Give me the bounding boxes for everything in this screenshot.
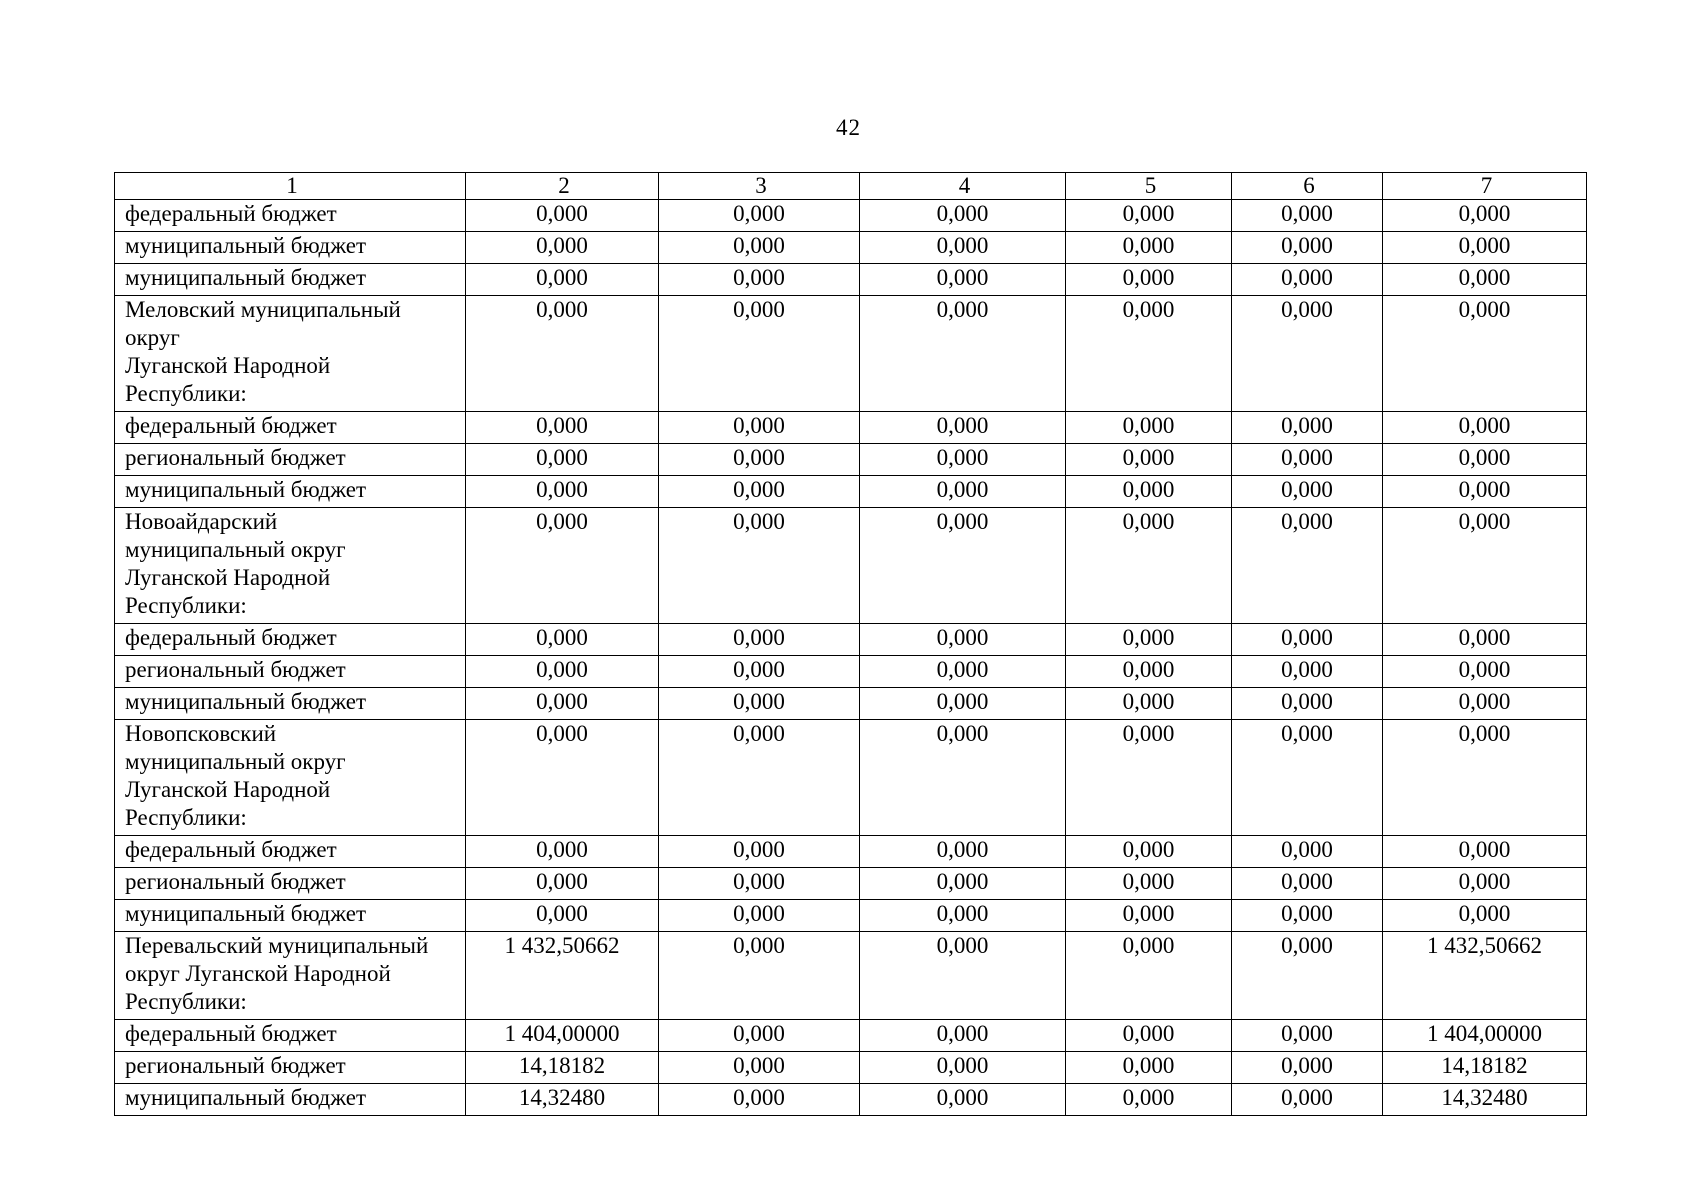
value-cell: 0,000: [860, 200, 1066, 232]
row-label: федеральный бюджет: [115, 836, 466, 868]
value-cell: 0,000: [1383, 656, 1587, 688]
value-cell: 0,000: [659, 232, 860, 264]
row-label: Новопсковский муниципальный округ Луганской Народной Республики:: [115, 720, 466, 836]
column-header: 1: [115, 173, 466, 200]
value-cell: 0,000: [659, 1084, 860, 1116]
value-cell: 0,000: [1232, 508, 1383, 624]
page-number: 42: [836, 115, 861, 140]
column-header: 6: [1232, 173, 1383, 200]
row-label: муниципальный бюджет: [115, 688, 466, 720]
table-row: [115, 1084, 1587, 1116]
table-row: [115, 868, 1587, 900]
value-cell: 0,000: [466, 656, 659, 688]
value-cell: 0,000: [466, 412, 659, 444]
row-label: муниципальный бюджет: [115, 476, 466, 508]
value-cell: 0,000: [860, 868, 1066, 900]
value-cell: 0,000: [1383, 444, 1587, 476]
value-cell: 0,000: [659, 836, 860, 868]
value-cell: 0,000: [1383, 296, 1587, 412]
value-cell: 0,000: [1066, 476, 1232, 508]
column-header: 5: [1066, 173, 1232, 200]
row-label: муниципальный бюджет: [115, 900, 466, 932]
value-cell: 0,000: [1066, 720, 1232, 836]
value-cell: 0,000: [860, 232, 1066, 264]
value-cell: 0,000: [466, 476, 659, 508]
value-cell: 0,000: [1066, 868, 1232, 900]
value-cell: 0,000: [659, 1052, 860, 1084]
value-cell: 0,000: [1383, 868, 1587, 900]
value-cell: 0,000: [1232, 932, 1383, 1020]
value-cell: 14,18182: [1383, 1052, 1587, 1084]
value-cell: 0,000: [860, 1052, 1066, 1084]
value-cell: 0,000: [1383, 720, 1587, 836]
value-cell: 14,32480: [466, 1084, 659, 1116]
value-cell: 0,000: [860, 836, 1066, 868]
value-cell: 0,000: [1066, 1020, 1232, 1052]
row-label: региональный бюджет: [115, 444, 466, 476]
value-cell: 14,18182: [466, 1052, 659, 1084]
value-cell: 0,000: [1066, 200, 1232, 232]
row-label: федеральный бюджет: [115, 1020, 466, 1052]
column-header: 2: [466, 173, 659, 200]
value-cell: 0,000: [1232, 624, 1383, 656]
value-cell: 1 404,00000: [466, 1020, 659, 1052]
value-cell: 0,000: [1066, 932, 1232, 1020]
value-cell: 0,000: [466, 296, 659, 412]
value-cell: 0,000: [1383, 836, 1587, 868]
value-cell: 0,000: [1232, 412, 1383, 444]
value-cell: 0,000: [659, 200, 860, 232]
value-cell: 0,000: [1066, 444, 1232, 476]
value-cell: 0,000: [1066, 508, 1232, 624]
row-label: региональный бюджет: [115, 868, 466, 900]
value-cell: 0,000: [1232, 1052, 1383, 1084]
value-cell: 0,000: [860, 900, 1066, 932]
value-cell: 0,000: [1383, 412, 1587, 444]
table-row: [115, 1052, 1587, 1084]
value-cell: 0,000: [1383, 900, 1587, 932]
value-cell: 0,000: [1383, 624, 1587, 656]
value-cell: 0,000: [1066, 1084, 1232, 1116]
value-cell: 0,000: [659, 296, 860, 412]
value-cell: 0,000: [1383, 508, 1587, 624]
value-cell: 0,000: [466, 900, 659, 932]
value-cell: 0,000: [1232, 1020, 1383, 1052]
row-label: муниципальный бюджет: [115, 264, 466, 296]
value-cell: 0,000: [860, 688, 1066, 720]
value-cell: 0,000: [659, 476, 860, 508]
value-cell: 0,000: [466, 836, 659, 868]
table-row: [115, 1020, 1587, 1052]
value-cell: 0,000: [860, 508, 1066, 624]
value-cell: 0,000: [1232, 264, 1383, 296]
value-cell: 0,000: [860, 476, 1066, 508]
value-cell: 0,000: [1232, 1084, 1383, 1116]
value-cell: 0,000: [466, 624, 659, 656]
value-cell: 0,000: [1383, 476, 1587, 508]
value-cell: 0,000: [1383, 232, 1587, 264]
column-header: 3: [659, 173, 860, 200]
value-cell: 0,000: [1232, 200, 1383, 232]
table-header-row: [115, 173, 1587, 200]
table-row: [115, 836, 1587, 868]
value-cell: 0,000: [659, 868, 860, 900]
value-cell: 0,000: [1232, 444, 1383, 476]
table-row: [115, 296, 1587, 412]
value-cell: 0,000: [1383, 688, 1587, 720]
column-header: 4: [860, 173, 1066, 200]
value-cell: 0,000: [1066, 232, 1232, 264]
value-cell: 0,000: [860, 412, 1066, 444]
value-cell: 0,000: [1232, 296, 1383, 412]
row-label: Перевальский муниципальный округ Луганской Народной Республики:: [115, 932, 466, 1020]
row-label: региональный бюджет: [115, 656, 466, 688]
table-row: [115, 232, 1587, 264]
value-cell: 0,000: [860, 720, 1066, 836]
value-cell: 0,000: [659, 1020, 860, 1052]
value-cell: 0,000: [1232, 868, 1383, 900]
table-row: [115, 264, 1587, 296]
value-cell: 0,000: [659, 932, 860, 1020]
value-cell: 0,000: [1066, 656, 1232, 688]
table-row: [115, 624, 1587, 656]
value-cell: 0,000: [466, 444, 659, 476]
table-row: [115, 444, 1587, 476]
row-label: федеральный бюджет: [115, 624, 466, 656]
value-cell: 1 432,50662: [1383, 932, 1587, 1020]
value-cell: 0,000: [659, 508, 860, 624]
value-cell: 0,000: [1232, 688, 1383, 720]
value-cell: 0,000: [466, 868, 659, 900]
row-label: региональный бюджет: [115, 1052, 466, 1084]
value-cell: 0,000: [1232, 476, 1383, 508]
row-label: федеральный бюджет: [115, 200, 466, 232]
table-row: [115, 720, 1587, 836]
value-cell: 0,000: [466, 720, 659, 836]
row-label: Меловский муниципальный округ Луганской Народной Республики:: [115, 296, 466, 412]
value-cell: 0,000: [659, 900, 860, 932]
table-row: [115, 200, 1587, 232]
value-cell: 0,000: [1383, 200, 1587, 232]
value-cell: 0,000: [1066, 836, 1232, 868]
value-cell: 0,000: [659, 412, 860, 444]
table-row: [115, 900, 1587, 932]
row-label: Новоайдарский муниципальный округ Луганской Народной Республики:: [115, 508, 466, 624]
table-row: [115, 656, 1587, 688]
value-cell: 0,000: [1066, 412, 1232, 444]
value-cell: 0,000: [860, 1084, 1066, 1116]
value-cell: 0,000: [1066, 900, 1232, 932]
value-cell: 1 432,50662: [466, 932, 659, 1020]
table-row: [115, 476, 1587, 508]
value-cell: 0,000: [1232, 656, 1383, 688]
table-row: [115, 688, 1587, 720]
value-cell: 0,000: [860, 1020, 1066, 1052]
value-cell: 0,000: [860, 296, 1066, 412]
value-cell: 0,000: [1066, 624, 1232, 656]
value-cell: 0,000: [1232, 836, 1383, 868]
value-cell: 0,000: [1232, 900, 1383, 932]
value-cell: 1 404,00000: [1383, 1020, 1587, 1052]
value-cell: 0,000: [860, 264, 1066, 296]
value-cell: 0,000: [860, 932, 1066, 1020]
table-row: [115, 412, 1587, 444]
value-cell: 0,000: [659, 624, 860, 656]
value-cell: 0,000: [1066, 1052, 1232, 1084]
value-cell: 0,000: [659, 656, 860, 688]
value-cell: 0,000: [1232, 232, 1383, 264]
table-row: [115, 508, 1587, 624]
table-body: [115, 200, 1587, 1116]
value-cell: 0,000: [1383, 264, 1587, 296]
value-cell: 0,000: [860, 624, 1066, 656]
value-cell: 0,000: [1066, 264, 1232, 296]
value-cell: 0,000: [466, 688, 659, 720]
value-cell: 0,000: [466, 508, 659, 624]
budget-table: [114, 172, 1587, 1116]
value-cell: 0,000: [659, 264, 860, 296]
table-row: [115, 932, 1587, 1020]
row-label: федеральный бюджет: [115, 412, 466, 444]
value-cell: 0,000: [466, 232, 659, 264]
row-label: муниципальный бюджет: [115, 1084, 466, 1116]
value-cell: 0,000: [659, 688, 860, 720]
value-cell: 0,000: [860, 444, 1066, 476]
row-label: муниципальный бюджет: [115, 232, 466, 264]
value-cell: 0,000: [1232, 720, 1383, 836]
value-cell: 0,000: [466, 264, 659, 296]
value-cell: 0,000: [466, 200, 659, 232]
column-header: 7: [1383, 173, 1587, 200]
value-cell: 0,000: [1066, 296, 1232, 412]
value-cell: 0,000: [659, 444, 860, 476]
value-cell: 0,000: [860, 656, 1066, 688]
value-cell: 14,32480: [1383, 1084, 1587, 1116]
value-cell: 0,000: [1066, 688, 1232, 720]
value-cell: 0,000: [659, 720, 860, 836]
